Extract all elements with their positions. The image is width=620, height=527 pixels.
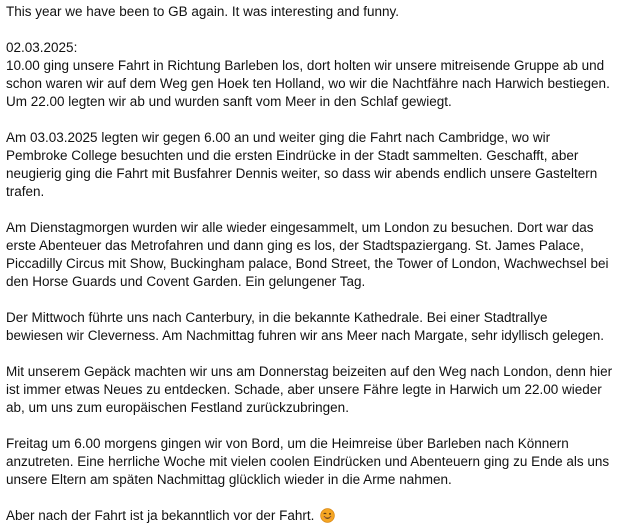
- intro-line: This year we have been to GB again. It was interesting and funny.: [6, 4, 399, 19]
- day-2-paragraph: [6, 129, 614, 201]
- text-line: Piccadilly Circus mit Show, Buckingham palace, Bond Street, the Tower of London, Wachwechsel bei: [6, 256, 609, 271]
- closing-text: Aber nach der Fahrt ist ja bekanntlich vor der Fahrt.: [6, 508, 315, 523]
- date-heading: 02.03.2025:: [6, 40, 78, 55]
- day-5-paragraph: [6, 363, 614, 417]
- text-line: Am Dienstagmorgen wurden wir alle wieder eingesammelt, um London zu besuchen. Dort war das: [6, 220, 594, 235]
- text-line: Mit unserem Gepäck machten wir uns am Donnerstag beizeiten auf den Weg nach London, denn hier: [6, 364, 613, 379]
- text-line: 10.00 ging unsere Fahrt in Richtung Barleben los, dort holten wir unsere mitreisende Gruppe ab und: [6, 58, 605, 73]
- text-line: Am 03.03.2025 legten wir gegen 6.00 an und weiter ging die Fahrt nach Cambridge, wo wir: [6, 130, 551, 145]
- text-line: schon waren wir auf dem Weg gen Hoek ten Holland, wo wir die Nachtfähre nach Harwich bestiegen.: [6, 76, 610, 91]
- text-line: neugierig ging die Fahrt mit Busfahrer Dennis weiter, so dass wir abends endlich unsere Gasteltern: [6, 166, 598, 181]
- closing-line: [6, 507, 614, 525]
- day-4-paragraph: [6, 309, 614, 345]
- day-3-paragraph: [6, 219, 614, 291]
- text-line: den Horse Guards und Covent Garden. Ein gelungener Tag.: [6, 274, 366, 289]
- day-1-paragraph: [6, 39, 614, 111]
- text-line: erste Abenteuer das Metrofahren und dann ging es los, der Stadtspaziergang. St. James Palace,: [6, 238, 584, 253]
- text-line: Um 22.00 legten wir ab und wurden sanft vom Meer in den Schlaf gewiegt.: [6, 94, 452, 109]
- text-line: anzutreten. Eine herrliche Woche mit vielen coolen Eindrücken und Abenteuern ging zu Ende als uns: [6, 454, 610, 469]
- text-line: unsere Eltern am späten Nachmittag glücklich wieder in die Arme nahmen.: [6, 472, 452, 487]
- text-line: Freitag um 6.00 morgens gingen wir von Bord, um die Heimreise über Barleben nach Könnern: [6, 436, 569, 451]
- text-line: ab, um uns zum europäischen Festland zurückzubringen.: [6, 400, 349, 415]
- text-line: bewiesen wir Cleverness. Am Nachmittag fuhren wir ans Meer nach Margate, sehr idyllisch gelegen.: [6, 328, 605, 343]
- text-line: Der Mittwoch führte uns nach Canterbury, in die bekannte Kathedrale. Bei einer Stadtrallye: [6, 310, 548, 325]
- text-line: ist immer etwas Neues zu entdecken. Schade, aber unsere Fähre legte in Harwich um 22.00 wieder: [6, 382, 602, 397]
- intro-paragraph: [6, 3, 614, 21]
- text-line: Pembroke College besuchten und die ersten Eindrücke in der Stadt sammelten. Geschafft, aber: [6, 148, 579, 163]
- text-line: trafen.: [6, 184, 45, 199]
- day-6-paragraph: [6, 435, 614, 489]
- winking-face-emoji-icon: [320, 508, 335, 523]
- closing-paragraph: [6, 507, 614, 525]
